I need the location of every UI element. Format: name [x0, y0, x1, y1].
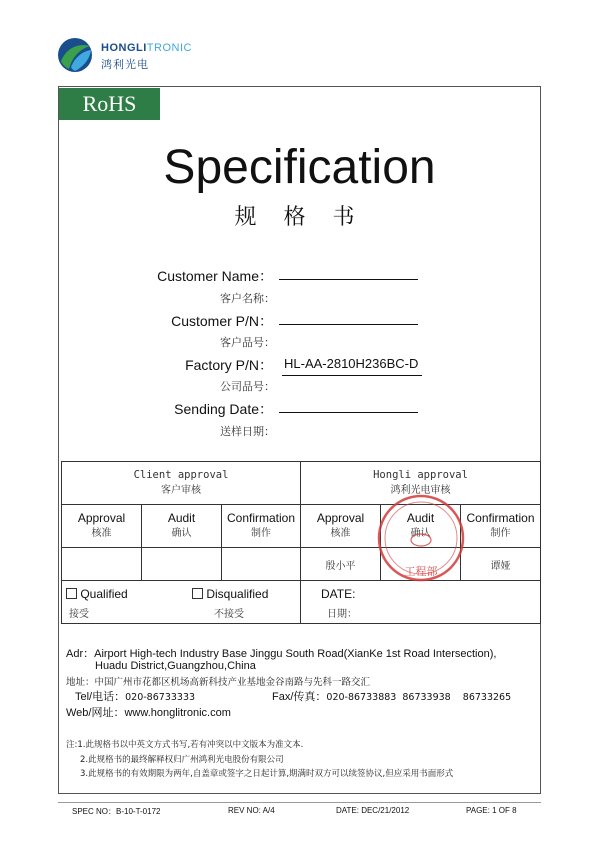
- factory-pn-label: Factory P/N：: [185, 357, 273, 373]
- brand-light: TRONIC: [146, 42, 192, 54]
- customer-name-line: [279, 278, 418, 280]
- col-hongli-confirmation: [461, 505, 541, 548]
- document-title: Specification: [163, 141, 436, 194]
- sending-date-label: Sending Date：: [174, 401, 273, 417]
- signature-cell: [62, 548, 142, 581]
- disqualified-label: Disqualified: [206, 587, 269, 601]
- tel-label: Tel/电话：: [75, 691, 126, 703]
- web-row: [66, 704, 231, 720]
- customer-name-label: Customer Name：: [157, 268, 273, 284]
- col-label-cn: 制作: [490, 528, 511, 539]
- col-label-en: Confirmation: [466, 511, 535, 525]
- client-approval-header: [62, 462, 301, 505]
- customer-name-label-cn: 客户名称：: [220, 292, 275, 305]
- col-label-en: Audit: [167, 511, 196, 525]
- company-logo-icon: [57, 37, 93, 73]
- col-label-cn: 核准: [91, 528, 112, 539]
- tel-value: 020-86733333: [125, 692, 196, 703]
- col-label-en: Confirmation: [226, 511, 296, 525]
- signature-cell: 谭娅: [461, 548, 541, 581]
- fax-label: Fax/传真：: [272, 691, 327, 703]
- hongli-approval-cn: 鸿利光电审核: [390, 485, 451, 496]
- web-label: Web/网址：: [66, 707, 125, 719]
- footer-divider: [58, 802, 541, 803]
- tel-row: [75, 688, 195, 704]
- customer-pn-line: [279, 323, 418, 325]
- stamp-text: 工程部: [404, 565, 438, 578]
- note-1: 注:1.此规格书以中英文方式书写,若有冲突以中文版本为准文本.: [66, 740, 304, 750]
- brand-name: [101, 42, 192, 54]
- brand-bold: HONGLI: [101, 42, 147, 54]
- col-label-cn: 核准: [330, 528, 351, 539]
- factory-pn-value: HL-AA-2810H236BC-D: [284, 356, 419, 371]
- col-label-en: Approval: [77, 511, 126, 525]
- col-label-cn: 确认: [171, 528, 192, 539]
- col-label-cn: 制作: [251, 528, 271, 539]
- rohs-badge: RoHS: [59, 88, 160, 120]
- customer-pn-label-cn: 客户品号：: [220, 336, 275, 349]
- sending-date-label-cn: 送样日期：: [220, 425, 275, 438]
- web-link[interactable]: www.honglitronic.com: [124, 707, 231, 719]
- footer-rev-no: REV NO: A/4: [228, 806, 275, 815]
- qualified-checkbox[interactable]: [66, 588, 77, 599]
- sending-date-line: [279, 411, 418, 413]
- factory-pn-line: [282, 374, 422, 376]
- client-approval-en: Client approval: [133, 469, 229, 481]
- note-3: 3.此规格书的有效期限为两年,自盖章或签字之日起计算,期满时双方可以续签协议,但应采用书面形式: [80, 769, 454, 779]
- factory-pn-label-cn: 公司品号：: [220, 380, 275, 393]
- approval-table: [61, 461, 541, 624]
- col-hongli-approval: [301, 505, 381, 548]
- qualified-label: Qualified: [80, 587, 128, 601]
- col-client-audit: [142, 505, 222, 548]
- footer-spec-no: SPEC NO：B-10-T-0172: [72, 807, 161, 816]
- hongli-approval-en: Hongli approval: [373, 469, 468, 481]
- col-client-confirmation: [222, 505, 301, 548]
- note-2: 2.此规格书的最终解释权归广州鸿利光电股份有限公司: [80, 755, 284, 765]
- document-title-cn: 规 格 书: [234, 205, 365, 230]
- qualified-label-cn: 接受: [69, 609, 89, 620]
- date-cell: [301, 581, 541, 624]
- brand-name-cn: 鸿利光电: [101, 58, 149, 71]
- date-label-cn: 日期：: [327, 609, 358, 620]
- customer-pn-label: Customer P/N：: [171, 313, 273, 329]
- client-approval-cn: 客户审核: [161, 485, 201, 496]
- date-label: DATE:: [321, 587, 356, 601]
- disqualified-label-cn: 不接受: [214, 609, 244, 620]
- col-label-en: Audit: [406, 511, 435, 525]
- signature-cell: [222, 548, 301, 581]
- col-label-en: Approval: [316, 511, 365, 525]
- footer-page: PAGE: 1 OF 8: [466, 806, 517, 815]
- qualification-cell: [62, 581, 301, 624]
- col-client-approval: [62, 505, 142, 548]
- fax-value: 020-86733883 86733938 86733265: [326, 692, 512, 703]
- footer-date: DATE: DEC/21/2012: [336, 806, 410, 815]
- signature-cell: [142, 548, 222, 581]
- fax-row: [272, 688, 511, 704]
- signature-cell: 殷小平: [301, 548, 381, 581]
- engineering-dept-stamp: [376, 493, 466, 583]
- address-cn: 地址：中国广州市花都区机场高新科技产业基地金谷南路与先科一路交汇: [66, 677, 371, 688]
- col-label-cn: 确认: [410, 528, 431, 539]
- address-line-2: Huadu District,Guangzhou,China: [95, 660, 256, 672]
- disqualified-checkbox[interactable]: [192, 588, 203, 599]
- address-line-1: Adr：Airport High-tech Industry Base Jinggu South Road(XianKe 1st Road Intersection),: [66, 648, 497, 660]
